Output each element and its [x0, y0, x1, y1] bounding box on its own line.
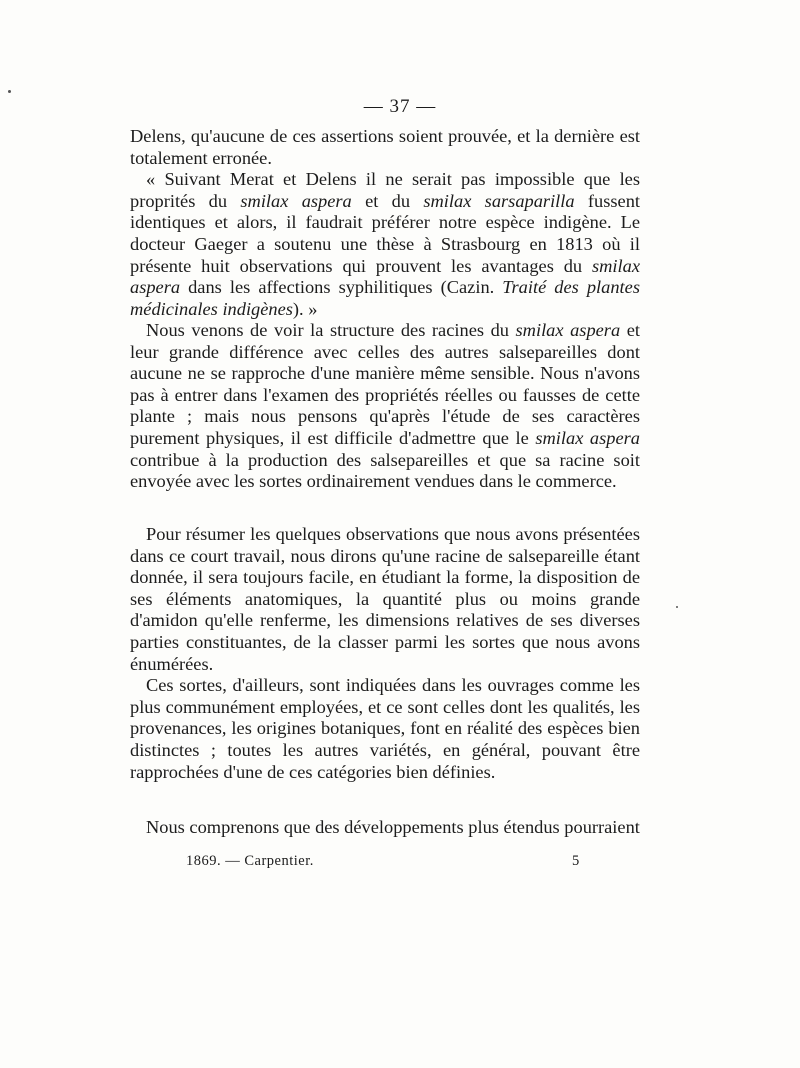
text-run: Ces sortes, d'ailleurs, sont indiquées dans les ouvrages comme les plus communément employées, et ce sont celles dont les qualités, les provenances, les origines botaniques, font en réalité des espèces bien distinctes ; toutes les autres variétés, en général, pouvant être rapprochées d'une de ces catégories bien définies.	[130, 675, 640, 782]
text-block-3	[130, 524, 640, 783]
paragraph	[130, 126, 640, 169]
italic-run: smilax aspera	[535, 427, 640, 448]
paragraph	[130, 320, 640, 493]
text-block-2	[130, 320, 640, 493]
scan-speck	[676, 606, 678, 608]
text-run: Nous comprenons que des développements plus étendus pourraient	[146, 817, 640, 837]
text-run: « Suivant Merat et Delens il ne serait pas impossible que les proprités du	[130, 169, 640, 211]
paragraph	[130, 675, 640, 783]
text-block-1	[130, 126, 640, 320]
paragraph	[130, 817, 640, 839]
italic-run: smilax aspera	[240, 190, 352, 211]
text-run: Delens, qu'aucune de ces assertions soient prouvée, et la dernière est totalement erronée.	[130, 126, 640, 168]
scan-speck	[8, 90, 11, 93]
text-run: ). »	[292, 298, 318, 319]
italic-run: Traité des plantes médicinales indigènes	[130, 277, 640, 319]
text-run: et du	[351, 190, 424, 211]
text-block-4	[130, 817, 640, 839]
text-run: Nous venons de voir la structure des racines du	[146, 320, 516, 340]
italic-run: smilax sarsaparilla	[423, 190, 575, 211]
paragraph	[130, 524, 640, 675]
text-run: Pour résumer les quelques observations que nous avons présentées dans ce court travail, nous dirons qu'une racine de salsepareille étant donnée, il sera toujours facile, en étudiant la forme, la disposition de ses éléments anatomiques, la quantité plus ou moins grande d'amidon qu'elle renferme, les dimensions relatives de ses diverses parties constituantes, de la classer parmi les sortes que nous avons énumérées.	[130, 524, 640, 674]
italic-run: smilax aspera	[515, 320, 621, 340]
text-run: et leur grande différence avec celles des autres salsepareilles dont aucune ne se rapproche d'une manière même sensible. Nous n'avons pas à entrer dans l'examen des propriétés réelles ou fausses de cette plante ; mais nous pensons qu'après l'étude de ses caractères purement physiques, il est difficile d'admettre que le	[130, 320, 640, 448]
text-run: contribue à la production des salsepareilles et que sa racine soit envoyée avec les sortes ordinairement vendues dans le commerce.	[130, 449, 640, 492]
page-number: — 37 —	[363, 96, 437, 117]
italic-run: smilax aspera	[130, 255, 640, 298]
footer-signature: 1869. — Carpentier.	[186, 853, 314, 869]
text-run: fussent identiques et alors, il faudrait préférer notre espèce indigène. Le docteur Gaeger a soutenu une thèse à Strasbourg en 1813 où il présente huit observations qui prouvent les avantages du	[130, 190, 640, 276]
paragraph	[130, 169, 640, 320]
text-run: dans les affections syphilitiques (Cazin.	[180, 277, 503, 298]
footer-sheet-number: 5	[572, 853, 580, 869]
